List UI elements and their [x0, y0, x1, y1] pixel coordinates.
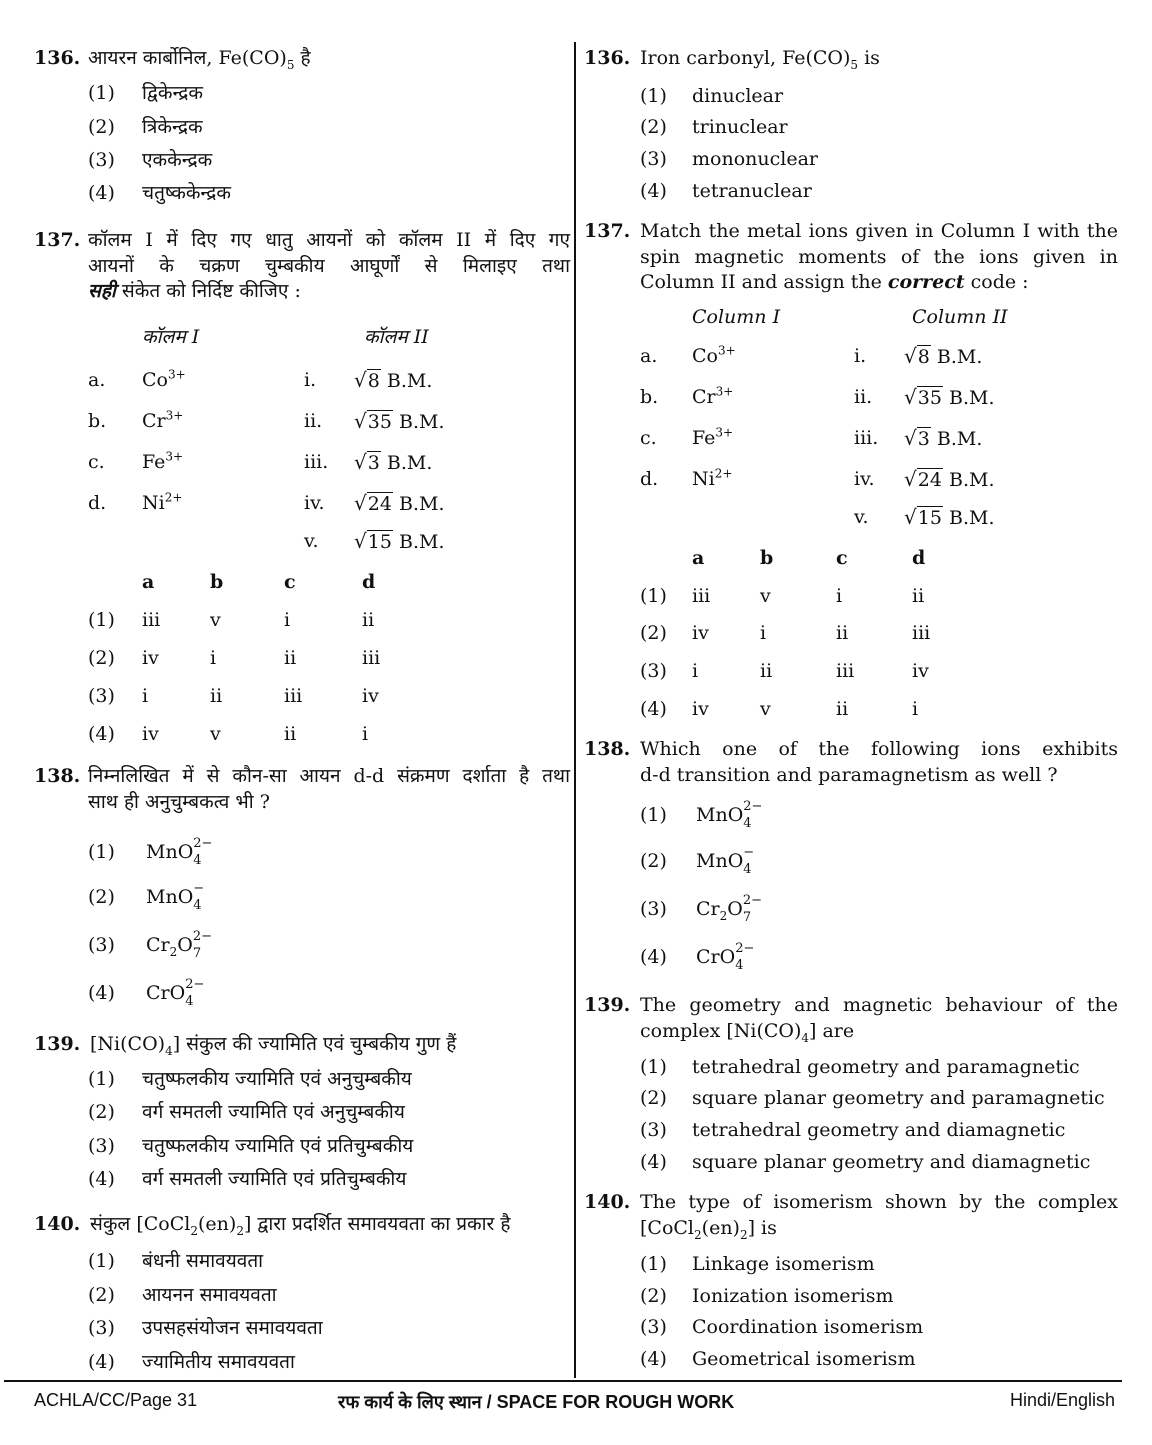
ion: $Co^{3+}$	[692, 343, 736, 367]
option-number: (1)	[640, 85, 667, 107]
footer-rule	[4, 1380, 1122, 1382]
code-cell: v	[760, 698, 771, 720]
option-number: (1)	[640, 1056, 667, 1078]
code-number: (3)	[88, 685, 115, 707]
option-number: (4)	[88, 1351, 115, 1373]
option-text: square planar geometry and paramagnetic	[692, 1087, 1105, 1109]
ion-key: a.	[88, 369, 106, 391]
option-number: (3)	[640, 898, 667, 920]
code-number: (4)	[88, 723, 115, 745]
footer-rough-work: रफ कार्य के लिए स्थान / SPACE FOR ROUGH WORK	[338, 1392, 735, 1412]
option-formula: MnO 2− 4	[696, 799, 763, 831]
code-cell: iv	[142, 647, 159, 669]
option-number: (4)	[88, 1168, 115, 1190]
ion-key: c.	[88, 451, 105, 473]
question-number: 136.	[34, 47, 81, 69]
code-cell: iii	[142, 609, 161, 631]
question-text: Iron carbonyl, $Fe(CO)_5$ is	[640, 47, 880, 72]
option-text: वर्ग समतली ज्यामिति एवं प्रतिचुम्बकीय	[142, 1168, 407, 1190]
code-cell: ii	[284, 647, 297, 669]
moment-key: i.	[854, 345, 867, 367]
question-text: The geometry and magnetic behaviour of the complex $[Ni(CO)_4]$ are	[640, 994, 1118, 1045]
option-text: बंधनी समावयवता	[142, 1250, 264, 1272]
code-cell: iv	[692, 698, 709, 720]
question-text: संकुल $[CoCl_2(en)_2]$ द्वारा प्रदर्शित समावयवता का प्रकार है	[90, 1213, 511, 1238]
code-cell: ii	[836, 622, 849, 644]
option-number: (4)	[640, 1151, 667, 1173]
code-number: (1)	[640, 585, 667, 607]
option-text: द्विकेन्द्रक	[142, 82, 203, 104]
column-ii-heading: Column II	[912, 306, 1008, 328]
question-number: 136.	[584, 47, 631, 69]
code-cell: ii	[760, 660, 773, 682]
option-number: (2)	[640, 850, 667, 872]
question-text: The type of isomerism shown by the complex $[CoCl_2(en)_2]$ is	[640, 1191, 1118, 1242]
option-number: (3)	[640, 1316, 667, 1338]
option-number: (4)	[640, 1348, 667, 1370]
option-text: square planar geometry and diamagnetic	[692, 1151, 1091, 1173]
moment-key: iii.	[304, 451, 329, 473]
option-text: tetranuclear	[692, 180, 812, 202]
question-number: 138.	[584, 738, 631, 760]
code-cell: ii	[836, 698, 849, 720]
code-cell: i	[836, 585, 843, 607]
code-head: c	[284, 571, 296, 593]
option-number: (3)	[640, 1119, 667, 1141]
option-formula: CrO 2− 4	[146, 977, 205, 1009]
ion: $Cr^{3+}$	[142, 408, 184, 432]
option-text: चतुष्फलकीय ज्यामिति एवं अनुचुम्बकीय	[142, 1068, 412, 1090]
option-number: (2)	[88, 1284, 115, 1306]
ion: $Ni^{2+}$	[142, 490, 183, 514]
code-cell: i	[210, 647, 217, 669]
option-text: Geometrical isomerism	[692, 1348, 916, 1370]
code-cell: ii	[912, 585, 925, 607]
option-number: (2)	[640, 1087, 667, 1109]
option-text: dinuclear	[692, 85, 784, 107]
option-formula: MnO − 4	[696, 845, 755, 877]
code-number: (1)	[88, 609, 115, 631]
option-formula: CrO 2− 4	[696, 941, 755, 973]
option-text: trinuclear	[692, 116, 788, 138]
moment: √35 B.M.	[354, 409, 445, 433]
code-cell: iv	[142, 723, 159, 745]
option-number: (4)	[640, 946, 667, 968]
code-number: (2)	[88, 647, 115, 669]
option-formula: MnO 2− 4	[146, 836, 213, 868]
code-number: (3)	[640, 660, 667, 682]
ion: $Cr^{3+}$	[692, 384, 734, 408]
option-number: (1)	[88, 82, 115, 104]
code-number: (2)	[640, 622, 667, 644]
code-number: (4)	[640, 698, 667, 720]
option-number: (1)	[88, 1068, 115, 1090]
moment: √3 B.M.	[904, 426, 983, 450]
option-text: tetrahedral geometry and diamagnetic	[692, 1119, 1066, 1141]
moment: √24 B.M.	[904, 467, 995, 491]
code-head: c	[836, 547, 848, 569]
ion: $Co^{3+}$	[142, 367, 186, 391]
ion-key: a.	[640, 345, 658, 367]
question-number: 140.	[34, 1213, 81, 1235]
option-text: ज्यामितीय समावयवता	[142, 1351, 295, 1373]
question-number: 137.	[34, 229, 81, 251]
code-cell: v	[210, 723, 221, 745]
column-i-heading: Column I	[692, 306, 781, 328]
option-number: (3)	[88, 1135, 115, 1157]
option-text: tetrahedral geometry and paramagnetic	[692, 1056, 1080, 1078]
ion: $Fe^{3+}$	[692, 425, 734, 449]
option-text: चतुष्ककेन्द्रक	[142, 182, 231, 204]
question-number: 139.	[34, 1033, 81, 1055]
code-cell: v	[210, 609, 221, 631]
code-cell: i	[912, 698, 919, 720]
option-text: वर्ग समतली ज्यामिति एवं अनुचुम्बकीय	[142, 1101, 405, 1123]
option-number: (4)	[88, 182, 115, 204]
moment: √24 B.M.	[354, 491, 445, 515]
code-head: a	[692, 547, 705, 569]
option-number: (4)	[640, 180, 667, 202]
question-number: 137.	[584, 220, 631, 242]
code-cell: ii	[362, 609, 375, 631]
code-cell: i	[142, 685, 149, 707]
column-divider	[574, 42, 576, 1378]
option-number: (2)	[88, 886, 115, 908]
code-cell: ii	[210, 685, 223, 707]
option-number: (1)	[88, 841, 115, 863]
moment-key: iv.	[854, 468, 875, 490]
code-cell: i	[284, 609, 291, 631]
option-text: Linkage isomerism	[692, 1253, 875, 1275]
moment-key: ii.	[304, 410, 323, 432]
ion-key: b.	[88, 410, 107, 432]
code-cell: i	[362, 723, 369, 745]
code-cell: iv	[362, 685, 379, 707]
code-cell: iii	[284, 685, 303, 707]
code-cell: iv	[692, 622, 709, 644]
ion-key: d.	[88, 492, 107, 514]
option-number: (1)	[640, 1253, 667, 1275]
moment: √8 B.M.	[354, 368, 433, 392]
question-number: 139.	[584, 994, 631, 1016]
code-head: d	[912, 547, 926, 569]
option-number: (1)	[88, 1250, 115, 1272]
code-head: a	[142, 571, 155, 593]
option-text: mononuclear	[692, 148, 818, 170]
code-head: b	[210, 571, 224, 593]
question-text: आयरन कार्बोनिल, $Fe(CO)_5$ है	[88, 47, 311, 72]
moment: √15 B.M.	[904, 505, 995, 529]
option-text: Ionization isomerism	[692, 1285, 894, 1307]
code-cell: i	[760, 622, 767, 644]
footer-page-label: ACHLA/CC/Page 31	[34, 1390, 198, 1410]
option-number: (4)	[88, 982, 115, 1004]
option-formula: $Cr_2O$ 2− 7	[146, 929, 213, 961]
option-text: आयनन समावयवता	[142, 1284, 277, 1306]
option-number: (2)	[640, 116, 667, 138]
option-number: (2)	[88, 1101, 115, 1123]
ion-key: c.	[640, 427, 657, 449]
option-number: (2)	[640, 1285, 667, 1307]
option-number: (3)	[640, 148, 667, 170]
column-ii-heading: कॉलम II	[364, 326, 429, 348]
moment-key: v.	[304, 530, 319, 552]
question-text: $[Ni(CO)_4]$ संकुल की ज्यामिति एवं चुम्बकीय गुण हैं	[90, 1033, 457, 1058]
moment-key: iv.	[304, 492, 325, 514]
moment: √3 B.M.	[354, 450, 433, 474]
code-cell: ii	[284, 723, 297, 745]
question-number: 140.	[584, 1191, 631, 1213]
question-text: निम्नलिखित में से कौन-सा आयन d-d संक्रमण दर्शाता है तथा साथ ही अनुचुम्बकत्व भी ?	[88, 765, 570, 813]
option-text: Coordination isomerism	[692, 1316, 924, 1338]
option-number: (3)	[88, 1317, 115, 1339]
code-cell: iv	[912, 660, 929, 682]
option-text: उपसहसंयोजन समावयवता	[142, 1317, 323, 1339]
option-number: (3)	[88, 934, 115, 956]
footer-language: Hindi/English	[1010, 1390, 1116, 1410]
option-number: (3)	[88, 149, 115, 171]
moment-key: i.	[304, 369, 317, 391]
option-number: (2)	[88, 116, 115, 138]
option-formula: MnO − 4	[146, 881, 205, 913]
ion-key: d.	[640, 468, 659, 490]
code-cell: iii	[692, 585, 711, 607]
code-cell: iii	[836, 660, 855, 682]
question-number: 138.	[34, 765, 81, 787]
moment: √15 B.M.	[354, 529, 445, 553]
code-cell: v	[760, 585, 771, 607]
code-cell: iii	[362, 647, 381, 669]
question-text: Match the metal ions given in Column I with the spin magnetic moments of the ions given in Column II and assign the correct code :	[640, 220, 1118, 293]
question-text: कॉलम I में दिए गए धातु आयनों को कॉलम II में दिए गए आयनों के चक्रण चुम्बकीय आघूर्णों से मिलाइए तथा सही संकेत को निर्दिष्ट कीजिए :	[88, 229, 570, 302]
question-text: Which one of the following ions exhibits d-d transition and paramagnetism as well ?	[640, 738, 1118, 786]
option-text: एककेन्द्रक	[142, 149, 213, 171]
moment: √8 B.M.	[904, 344, 983, 368]
moment-key: v.	[854, 506, 869, 528]
option-number: (1)	[640, 804, 667, 826]
option-text: चतुष्फलकीय ज्यामिति एवं प्रतिचुम्बकीय	[142, 1135, 414, 1157]
ion-key: b.	[640, 386, 659, 408]
code-cell: iii	[912, 622, 931, 644]
column-i-heading: कॉलम I	[142, 326, 200, 348]
code-head: b	[760, 547, 774, 569]
moment: √35 B.M.	[904, 385, 995, 409]
option-text: त्रिकेन्द्रक	[142, 116, 203, 138]
code-head: d	[362, 571, 376, 593]
code-cell: i	[692, 660, 699, 682]
moment-key: ii.	[854, 386, 873, 408]
ion: $Ni^{2+}$	[692, 466, 733, 490]
option-formula: $Cr_2O$ 2− 7	[696, 893, 763, 925]
moment-key: iii.	[854, 427, 879, 449]
ion: $Fe^{3+}$	[142, 449, 184, 473]
